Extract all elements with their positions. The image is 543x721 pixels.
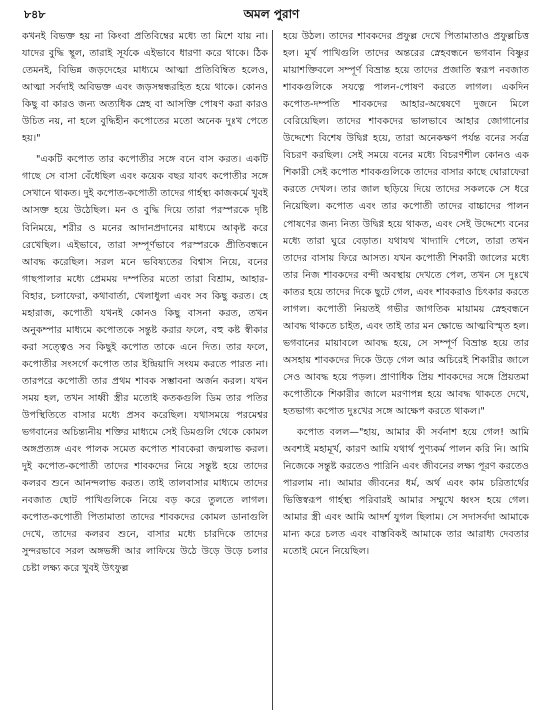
page-number: ৮৪৮: [24, 8, 46, 21]
page-header: [0, 6, 543, 24]
right-paragraph-1: হয়ে উঠল। তাদের শাবকদের প্রফুল্ল দেখে পিতামাতাও প্রফুল্লচিত্ত হল। মূর্খ পাখিগুলি তাদের অন্তরের স্নেহবন্ধনে ভগবান বিষ্ণুর মায়াশক্তিবলে সম্পূর্ণ বিভ্রান্ত হয়ে তাদের প্রজাতি স্বরূপ নবজাত শাবকগুলিকে সযত্নে পালন-পোষণ করতে লাগল। একদিন কপোত-দম্পতি শাবকদের আহার-অন্বেষণে দুজনে মিলে বেরিয়েছিল। তাদের শাবকদের ভালভাবে আহার জোগানোর উদ্দেশ্যে বিশেষ উদ্বিগ্ন হয়ে, তারা অনেকক্ষণ পর্যন্ত বনের সর্বত্র বিচরণ করছিল। সেই সময়ে বনের মধ্যে বিচরণশীল কোনও এক শিকারী সেই কপোত শাবকগুলিকে তাদের বাসার কাছে ঘোরাফেরা করতে দেখল। তার জাল ছড়িয়ে দিয়ে তাদের সকলকে সে ধরে নিয়েছিল। কপোত এবং তার কপোতী তাদের বাচ্চাদের পালন পোষণের জন্য নিত্য উদ্বিগ্ন হয়ে থাকত, এবং সেই উদ্দেশ্যে বনের মধ্যে তারা ঘুরে বেড়াত। যথাযথ খাদ্যাদি পেলে, তারা তখন তাদের বাসায় ফিরে আসত। যখন কপোতী শিকারী জালের মধ্যে তার নিজ শাবকদের বন্দী অবস্থায় দেখতে পেল, তখন সে দুঃখে কাতর হয়ে তাদের দিকে ছুটে গেল, এবং শাবকরাও চিৎকার করতে লাগল। কপোতী নিয়তই গভীর জাগতিক মায়াময় স্নেহবন্ধনে আবদ্ধ থাকতে চাইত, এবং তাই তার মন ক্ষোভে আত্মবিস্মৃত হল। ভগবানের মায়াবলে আবদ্ধ হয়ে, সে সম্পূর্ণ বিভ্রান্ত হয়ে তার অসহায় শাবকদের দিকে উড়ে গেল আর অচিরেই শিকারীর জালে সেও আবদ্ধ হয়ে পড়ল। প্রাণাধিক প্রিয় শাবকদের সঙ্গে প্রিয়তমা কপোতীকে শিকারীর জালে মরণাপন্ন হয়ে আবদ্ধ থাকতে দেখে, হতভাগ্য কপোত দুঃখের সঙ্গে আক্ষেপ করতে থাকল।": [283, 31, 529, 418]
left-paragraph-1: কখনই বিভক্ত হয় না কিংবা প্রতিবিম্বের মধ্যে তা মিশে যায় না। যাদের বুদ্ধি স্থূল, তারাই সূর্যকে এইভাবে ধারণা করে থাকে। ঠিক তেমনই, বিভিন্ন জড়দেহের মাধ্যমে আত্মা প্রতিবিম্বিত হলেও, আত্মা সর্বদাই অবিভক্ত এবং জড়সম্বন্ধরহিত হয়ে থাকে। কোনও কিছু বা কারও জন্য অত্যধিক স্নেহ বা আসক্তি পোষণ করা কারও উচিত নয়, না হলে বুদ্ধিহীন কপোতের মতো অনেক দুঃখ পেতে হয়।": [22, 31, 268, 145]
right-column: [283, 28, 529, 718]
running-title: অমল পুরাণ: [243, 7, 300, 21]
left-column: [22, 28, 268, 718]
left-paragraph-2: "একটি কপোত তার কপোতীর সঙ্গে বনে বাস করত। একটি গাছে সে বাসা বেঁধেছিল এবং কয়েক বছর যাবৎ কপোতীর সঙ্গে সেখানে থাকত। দুই কপোত-কপোতী তাদের গার্হস্থ্য কাজকর্মে খুবই আসক্ত হয়ে উঠেছিল। মন ও বুদ্ধি দিয়ে তারা পরস্পরকে দৃষ্টি বিনিময়ে, শরীর ও মনের আদানপ্রদানের মাধ্যমে আকৃষ্ট করে রেখেছিল। এইভাবে, তারা সম্পূর্ণভাবে পরস্পরকে প্রীতিবন্ধনে আবদ্ধ করেছিল। সরল মনে ভবিষ্যতের বিশ্বাস নিয়ে, বনের গাছপালার মধ্যে প্রেমময় দম্পতির মতো তারা বিশ্রাম, আহার-বিহার, চলাফেরা, কথাবার্তা, খেলাধুলা এবং সব কিছু করত। হে মহারাজ, কপোতী যখনই কোনও কিছু বাসনা করত, তখন অনুকম্পার মাধ্যমে কপোতকে সন্তুষ্ট করার ফলে, বহু কষ্ট স্বীকার করা সত্ত্বেও সব কিছুই কপোত তাকে এনে দিত। তার ফলে, কপোতীর সংসর্গে কপোত তার ইন্দ্রিয়াদি সংযম করতে পারত না। তারপরে কপোতী তার প্রথম শাবক সম্ভাবনা অর্জন করল। যখন সময় হল, তখন সাধ্বী স্ত্রীর মতোই কতকগুলি ডিম তার পতির উপস্থিতিতে বাসার মধ্যে প্রসব করেছিল। যথাসময়ে পরমেশ্বর ভগবানের অচিন্ত্যনীয় শক্তির মাধ্যমে সেই ডিমগুলি থেকে কোমল অঙ্গপ্রত্যঙ্গ এবং পালক সমেত কপোত শাবকেরা জন্মলাভ করল। দুই কপোত-কপোতী তাদের শাবকদের নিয়ে সন্তুষ্ট হয়ে তাদের কলরব শুনে আনন্দলাভ করত। তাই তালবাসার মাধ্যমে তাদের নবজাত ছোট পাখিগুলিকে নিয়ে বড় করে তুলতে লাগল। কপোত-কপোতী পিতামাতা তাদের শাবকদের কোমল ডানাগুলি দেখে, তাদের কলরব শুনে, বাসার মধ্যে চারদিকে তাদের সুন্দরভাবে সরল অঙ্গভঙ্গী আর লাফিয়ে উঠে উড়ে উড়ে চলার চেষ্টা লক্ষ্য করে খুবই উৎফুল্ল: [22, 154, 268, 575]
column-divider: [272, 30, 273, 710]
right-paragraph-2: কপোত বলল—"হায়, আমার কী সর্বনাশ হয়ে গেল! আমি অবশ্যই মহামূর্খ, কারণ আমি যথার্থ পুণ্যকর্ম পালন করি নি। আমি নিজেকে সন্তুষ্ট করতেও পারিনি এবং জীবনের লক্ষ্য পূরণ করতেও পারলাম না। আমার জীবনের ধর্ম, অর্থ এবং কাম চরিতার্থের ভিত্তিস্বরূপ গার্হস্থ্য পরিবারই আমার সম্মুখে ধ্বংস হয়ে গেল। আমার স্ত্রী এবং আমি আদর্শ যুগল ছিলাম। সে সদাসর্বদা আমাকে মান্য করে চলত এবং বাস্তবিকই আমাকে তার আরাধ্য দেবতার মতোই মেনে নিয়েছিল।: [283, 427, 529, 558]
